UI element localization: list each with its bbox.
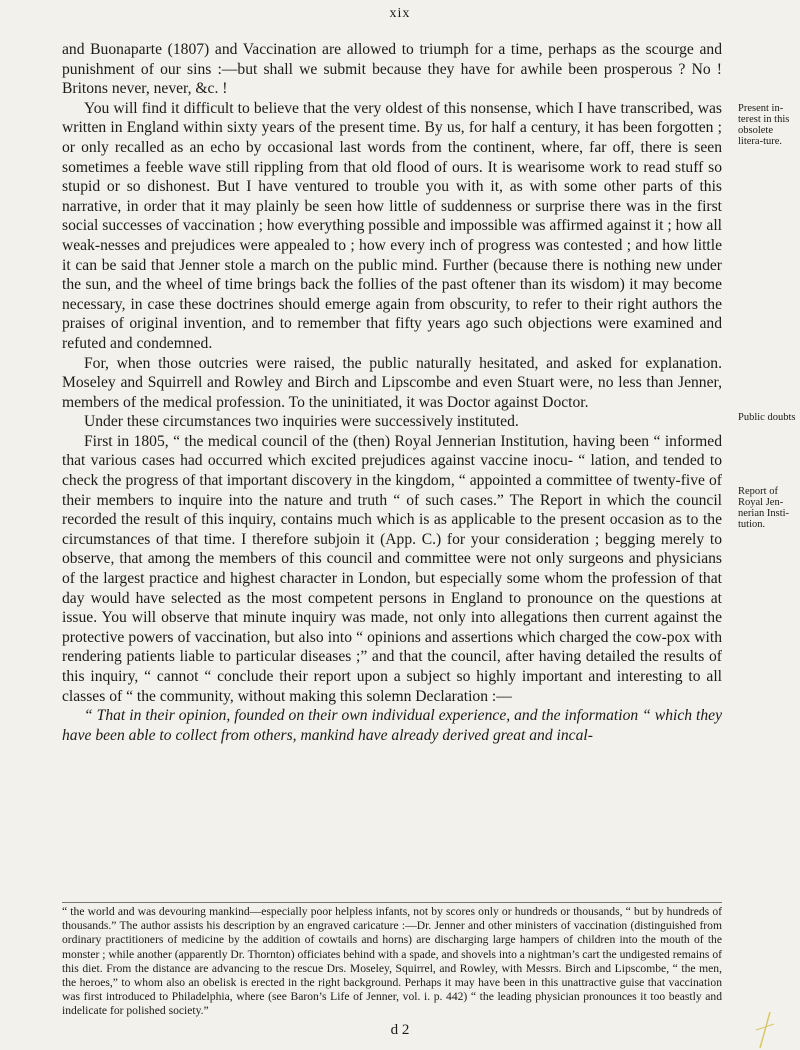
- signature-mark: d 2: [390, 1022, 410, 1038]
- marginal-note: Present in-terest in this obsolete litera-ture.: [738, 103, 790, 147]
- body-text: [62, 40, 722, 745]
- paragraph-quote: [62, 706, 722, 745]
- pencil-mark-icon: [748, 1010, 778, 1050]
- paragraph: You will find it difficult to believe that the very oldest of this nonsense, which I have transcribed, was written in England within sixty years of the present time. By us, for half a century, it has been forgotten ; or only recalled as an echo by occasional last words from the continent, where, far off, there is seen sometimes a feeble wave still rippling from that old flood of ours. It is wearisome work to read stuff so stupid or so dishonest. But I have ventured to trouble you with it, as with some other parts of this narrative, in order that it may plainly be seen how little of suddenness or surprise there was in the first social successes of vaccination ; how everything possible and impossible was affirmed against it ; how all weak-nesses and prejudices were appealed to ; how every inch of progress was contested ; and how little it can be said that Jenner stole a march on the public mind. Further (because there is nothing new under the sun, and the wheel of time brings back the follies of the past oftener than its wisdom) it may become necessary, in case these doctrines should emerge again from obscurity, to refer to their right authors the praises of original invention, and to remember that fifty years ago such objections were examined and refuted and condemned.: [62, 99, 722, 352]
- page-number: xix: [389, 6, 411, 21]
- quote-text: “ That in their opinion, founded on their own individual experience, and the information “ which they have been able to collect from others, mankind have already derived great and incal-: [62, 707, 722, 744]
- paragraph: For, when those outcries were raised, the public naturally hesitated, and asked for explanation. Moseley and Squirrell and Rowley and Birch and Lipscombe and even Stuart were, no less than Jenner, members of the medical profession. To the uninitiated, it was Doctor against Doctor.: [62, 354, 722, 411]
- paragraph: Under these circumstances two inquiries were successively instituted.: [84, 413, 519, 431]
- footnote: “ the world and was devouring mankind—especially poor helpless infants, not by scores only or hundreds or thousands, “ but by hundreds of thousands.” The author assists his description by an engraved caricature :—Dr. Jenner and other ministers of vaccination (distinguished from ordinary practitioners of medicine by the addition of cowtails and horns) are discharging large hampers of children into the mouth of the monster ; while another (apparently Dr. Thornton) officiates behind with a spade, and shovels into a nightman’s cart the undigested remains of this diet. From the distance are advancing to the rescue Drs. Moseley, Squirrel, and Rowley, with Messrs. Birch and Lipscombe, “ the men, the heroes,” to whom also an obelisk is erected in the right background. Perhaps it may have been in this unattractive guise that vaccination was first introduced to Philadelphia, where (see Baron’s Life of Jenner, vol. i. p. 442) “ the leading physician pronounces it too beastly and indelicate for polished society.”: [62, 905, 722, 1018]
- footnote-divider: [62, 902, 722, 903]
- paragraph: and Buonaparte (1807) and Vaccination are allowed to triumph for a time, perhaps as the scourge and punishment of our sins :—but shall we submit because they have for awhile been prosperous ? No ! Britons never, never, &c. !: [62, 41, 722, 98]
- paragraph: First in 1805, “ the medical council of the (then) Royal Jennerian Institution, having been “ informed that various cases had occurred which excited prejudices against vaccine inocu- “ lation, and tended to check the progress of that important discovery in the kingdom, “ appointed a committee of twenty-five of their members to inquire into the nature and truth “ of such cases.” The Report in which the council recorded the result of this inquiry, contains much which is as applicable to the present occasion as to the circumstances of that time. I therefore subjoin it (App. C.) for your consideration ; begging merely to observe, that among the members of this council and committee were not only surgeons and physicians of the largest practice and highest character in London, but especially some whom the profession of that day would have selected as the most competent persons in England to pronounce on the questions at issue. You will observe that minute inquiry was made, not only into allegations then current against the protective powers of vaccination, but also into “ opinions and assertions which charged the cow-pox with rendering patients liable to particular diseases ;” and that the council, after having detailed the results of this inquiry, “ cannot “ conclude their report upon a subject so highly important and interesting to all classes of “ the community, without making this solemn Declaration :—: [62, 432, 722, 705]
- marginal-note: Report of Royal Jen-nerian Insti-tution.: [738, 486, 790, 530]
- marginal-note: Public doubts: [738, 412, 796, 423]
